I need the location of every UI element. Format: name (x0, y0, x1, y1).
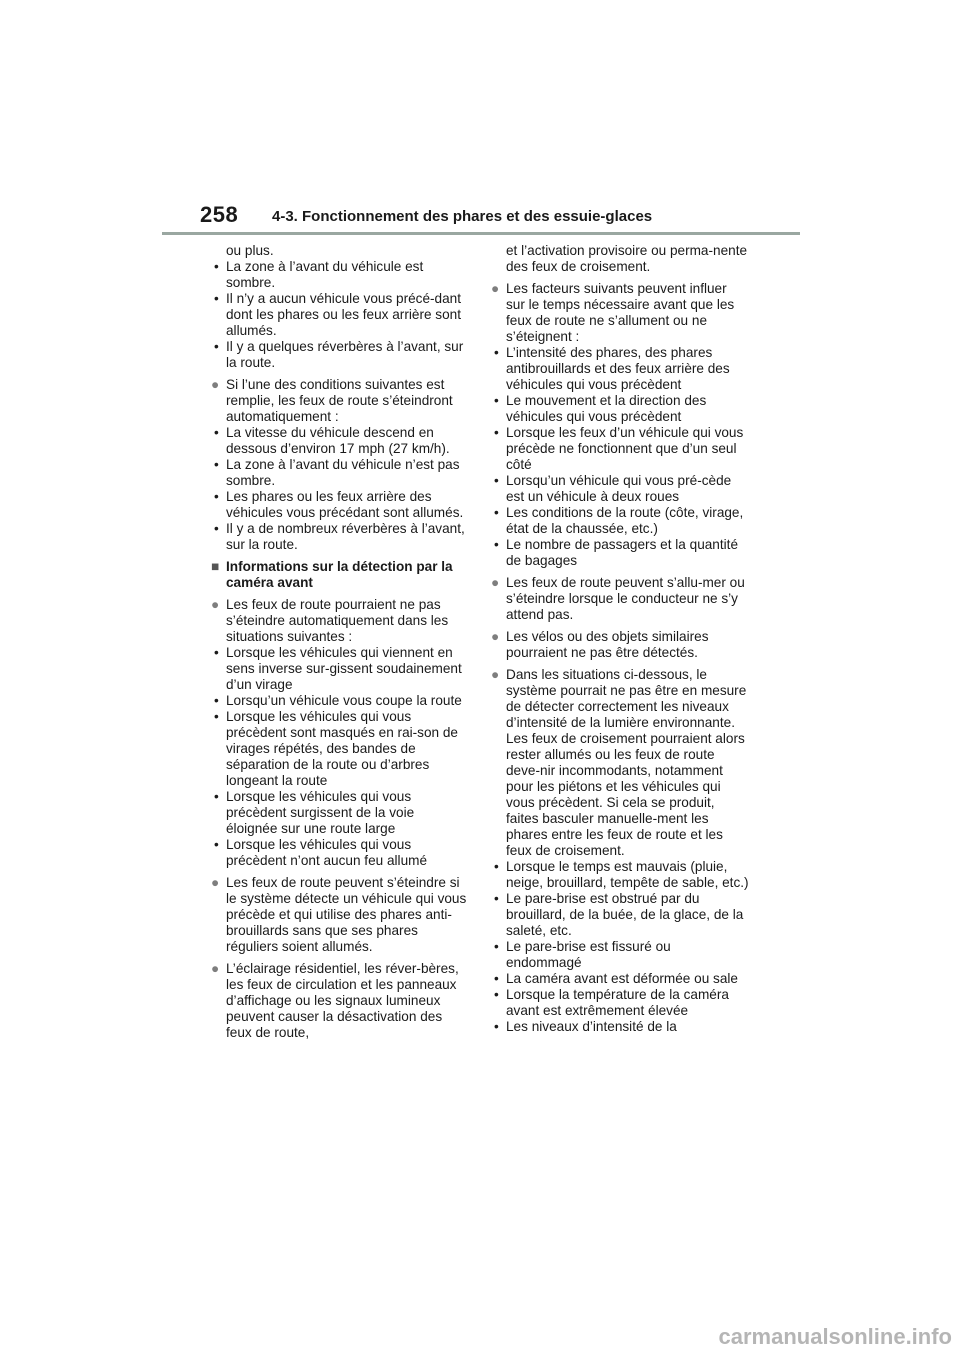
item-text: Lorsque les véhicules qui vous précèdent sont masqués en rai-son de virages répétés, des bandes de séparation de la route ou d’arbres longeant la route (226, 709, 458, 788)
bullet-marker: • (494, 891, 499, 906)
left-column (211, 243, 469, 1041)
circle-marker-icon: ● (211, 597, 220, 612)
note-item (211, 961, 469, 1041)
bullet-marker: • (214, 339, 219, 354)
bullet-item (491, 425, 749, 473)
bullet-marker: • (494, 939, 499, 954)
note-item (491, 281, 749, 345)
item-text: Le pare-brise est obstrué par du brouillard, de la buée, de la glace, de la saleté, etc. (506, 891, 744, 938)
bullet-marker: • (214, 789, 219, 804)
item-text: La zone à l’avant du véhicule est sombre. (226, 259, 424, 290)
item-text: Les conditions de la route (côte, virage, état de la chaussée, etc.) (506, 505, 744, 536)
subsection-heading (211, 559, 469, 591)
bullet-marker: • (214, 645, 219, 660)
item-text: Les phares ou les feux arrière des véhicules vous précédant sont allumés. (226, 489, 464, 520)
bullet-item (491, 987, 749, 1019)
bullet-marker: • (214, 259, 219, 274)
bullet-marker: • (494, 1019, 499, 1034)
page-number: 258 (200, 202, 239, 227)
circle-marker-icon: ● (491, 629, 500, 644)
bullet-item (211, 339, 469, 371)
bullet-marker: • (494, 473, 499, 488)
bullet-item (211, 291, 469, 339)
item-text: Le pare-brise est fissuré ou endommagé (506, 939, 671, 970)
bullet-item (491, 1019, 749, 1035)
bullet-item (491, 971, 749, 987)
watermark: carmanualsonline.info (718, 1324, 952, 1349)
item-text: La zone à l’avant du véhicule n’est pas sombre. (226, 457, 460, 488)
bullet-marker: • (214, 425, 219, 440)
bullet-item (491, 393, 749, 425)
item-text: L’intensité des phares, des phares antibrouillards et des feux arrière des véhicules qui vous précèdent (506, 345, 730, 392)
item-text: Le mouvement et la direction des véhicules qui vous précèdent (506, 393, 707, 424)
item-text: Il n’y a aucun véhicule vous précé-dant dont les phares ou les feux arrière sont allumés. (226, 291, 462, 338)
square-marker-icon: ■ (211, 559, 220, 574)
item-text: Les feux de route peuvent s’éteindre si le système détecte un véhicule qui vous précède et qui utilise des phares anti-brouillards sans que ses phares réguliers soient allumés. (226, 875, 467, 954)
note-item (211, 597, 469, 645)
bullet-marker: • (494, 537, 499, 552)
bullet-item (211, 521, 469, 553)
item-text: La caméra avant est déformée ou sale (506, 971, 738, 986)
bullet-marker: • (494, 345, 499, 360)
circle-marker-icon: ● (211, 961, 220, 976)
bullet-marker: • (494, 987, 499, 1002)
bullet-marker: • (494, 505, 499, 520)
note-item (211, 377, 469, 425)
item-text: Lorsque le temps est mauvais (pluie, neige, brouillard, tempête de sable, etc.) (506, 859, 749, 890)
continued-text (211, 243, 469, 259)
bullet-item (491, 345, 749, 393)
bullet-item (211, 489, 469, 521)
circle-marker-icon: ● (491, 575, 500, 590)
right-column (491, 243, 749, 1035)
bullet-item (211, 837, 469, 869)
continued-text (491, 243, 749, 275)
note-item (491, 575, 749, 623)
item-text: Les vélos ou des objets similaires pourraient ne pas être détectés. (506, 629, 709, 660)
item-text: Lorsqu’un véhicule qui vous pré-cède est un véhicule à deux roues (506, 473, 732, 504)
circle-marker-icon: ● (211, 377, 220, 392)
item-text: Si l’une des conditions suivantes est remplie, les feux de route s’éteindront automatiquement : (226, 377, 453, 424)
item-text: Lorsque les véhicules qui vous précèdent n’ont aucun feu allumé (226, 837, 428, 868)
bullet-item (491, 537, 749, 569)
bullet-item (211, 457, 469, 489)
item-text: Il y a de nombreux réverbères à l’avant, sur la route. (226, 521, 465, 552)
item-text: Lorsque la température de la caméra avant est extrêmement élevée (506, 987, 729, 1018)
bullet-marker: • (214, 457, 219, 472)
item-text: ou plus. (226, 243, 274, 258)
bullet-item (491, 505, 749, 537)
item-text: Dans les situations ci-dessous, le système pourrait ne pas être en mesure de détecter correctement les niveaux d’intensité de la lumière environnante. Les feux de croisement pourraient alors rester allumés ou les feux de route deve-nir incommodants, notamment pour les piétons et les véhicules qui vous précèdent. Si cela se produit, faites basculer manuelle-ment les phares entre les feux de route et les feux de croisement. (506, 667, 747, 858)
item-text: et l’activation provisoire ou perma-nente des feux de croisement. (506, 243, 748, 274)
item-text: La vitesse du véhicule descend en dessous d’environ 17 mph (27 km/h). (226, 425, 450, 456)
circle-marker-icon: ● (491, 281, 500, 296)
bullet-item (491, 939, 749, 971)
bullet-marker: • (494, 425, 499, 440)
item-text: Lorsqu’un véhicule vous coupe la route (226, 693, 462, 708)
bullet-marker: • (494, 393, 499, 408)
bullet-item (491, 859, 749, 891)
bullet-item (211, 789, 469, 837)
item-text: L’éclairage résidentiel, les réver-bères, les feux de circulation et les panneaux d’affichage ou les signaux lumineux peuvent causer la désactivation des feux de route, (226, 961, 459, 1040)
item-text: Lorsque les véhicules qui vous précèdent surgissent de la voie éloignée sur une route large (226, 789, 415, 836)
item-text: Il y a quelques réverbères à l’avant, sur la route. (226, 339, 464, 370)
bullet-item (211, 425, 469, 457)
bullet-marker: • (214, 693, 219, 708)
item-text: Les facteurs suivants peuvent influer sur le temps nécessaire avant que les feux de route ne s’allument ou ne s’éteignent : (506, 281, 735, 344)
item-text: Lorsque les véhicules qui viennent en sens inverse sur-gissent soudainement d’un virage (226, 645, 462, 692)
item-text: Informations sur la détection par la caméra avant (226, 559, 453, 590)
note-item (491, 629, 749, 661)
bullet-marker: • (494, 971, 499, 986)
note-item (211, 875, 469, 955)
bullet-item (211, 259, 469, 291)
bullet-marker: • (214, 291, 219, 306)
bullet-item (491, 473, 749, 505)
item-text: Lorsque les feux d’un véhicule qui vous précède ne fonctionnent que d’un seul côté (506, 425, 744, 472)
header-rule (162, 232, 800, 235)
circle-marker-icon: ● (491, 667, 500, 682)
item-text: Le nombre de passagers et la quantité de bagages (506, 537, 739, 568)
bullet-marker: • (214, 489, 219, 504)
bullet-item (491, 891, 749, 939)
bullet-marker: • (494, 859, 499, 874)
bullet-marker: • (214, 521, 219, 536)
bullet-marker: • (214, 709, 219, 724)
bullet-item (211, 645, 469, 693)
item-text: Les niveaux d’intensité de la (506, 1019, 677, 1034)
bullet-item (211, 709, 469, 789)
circle-marker-icon: ● (211, 875, 220, 890)
item-text: Les feux de route pourraient ne pas s’éteindre automatiquement dans les situations suivantes : (226, 597, 449, 644)
bullet-item (211, 693, 469, 709)
section-title: 4-3. Fonctionnement des phares et des essuie-glaces (272, 208, 653, 225)
note-item (491, 667, 749, 859)
bullet-marker: • (214, 837, 219, 852)
item-text: Les feux de route peuvent s’allu-mer ou s’éteindre lorsque le conducteur ne s’y attend pas. (506, 575, 745, 622)
